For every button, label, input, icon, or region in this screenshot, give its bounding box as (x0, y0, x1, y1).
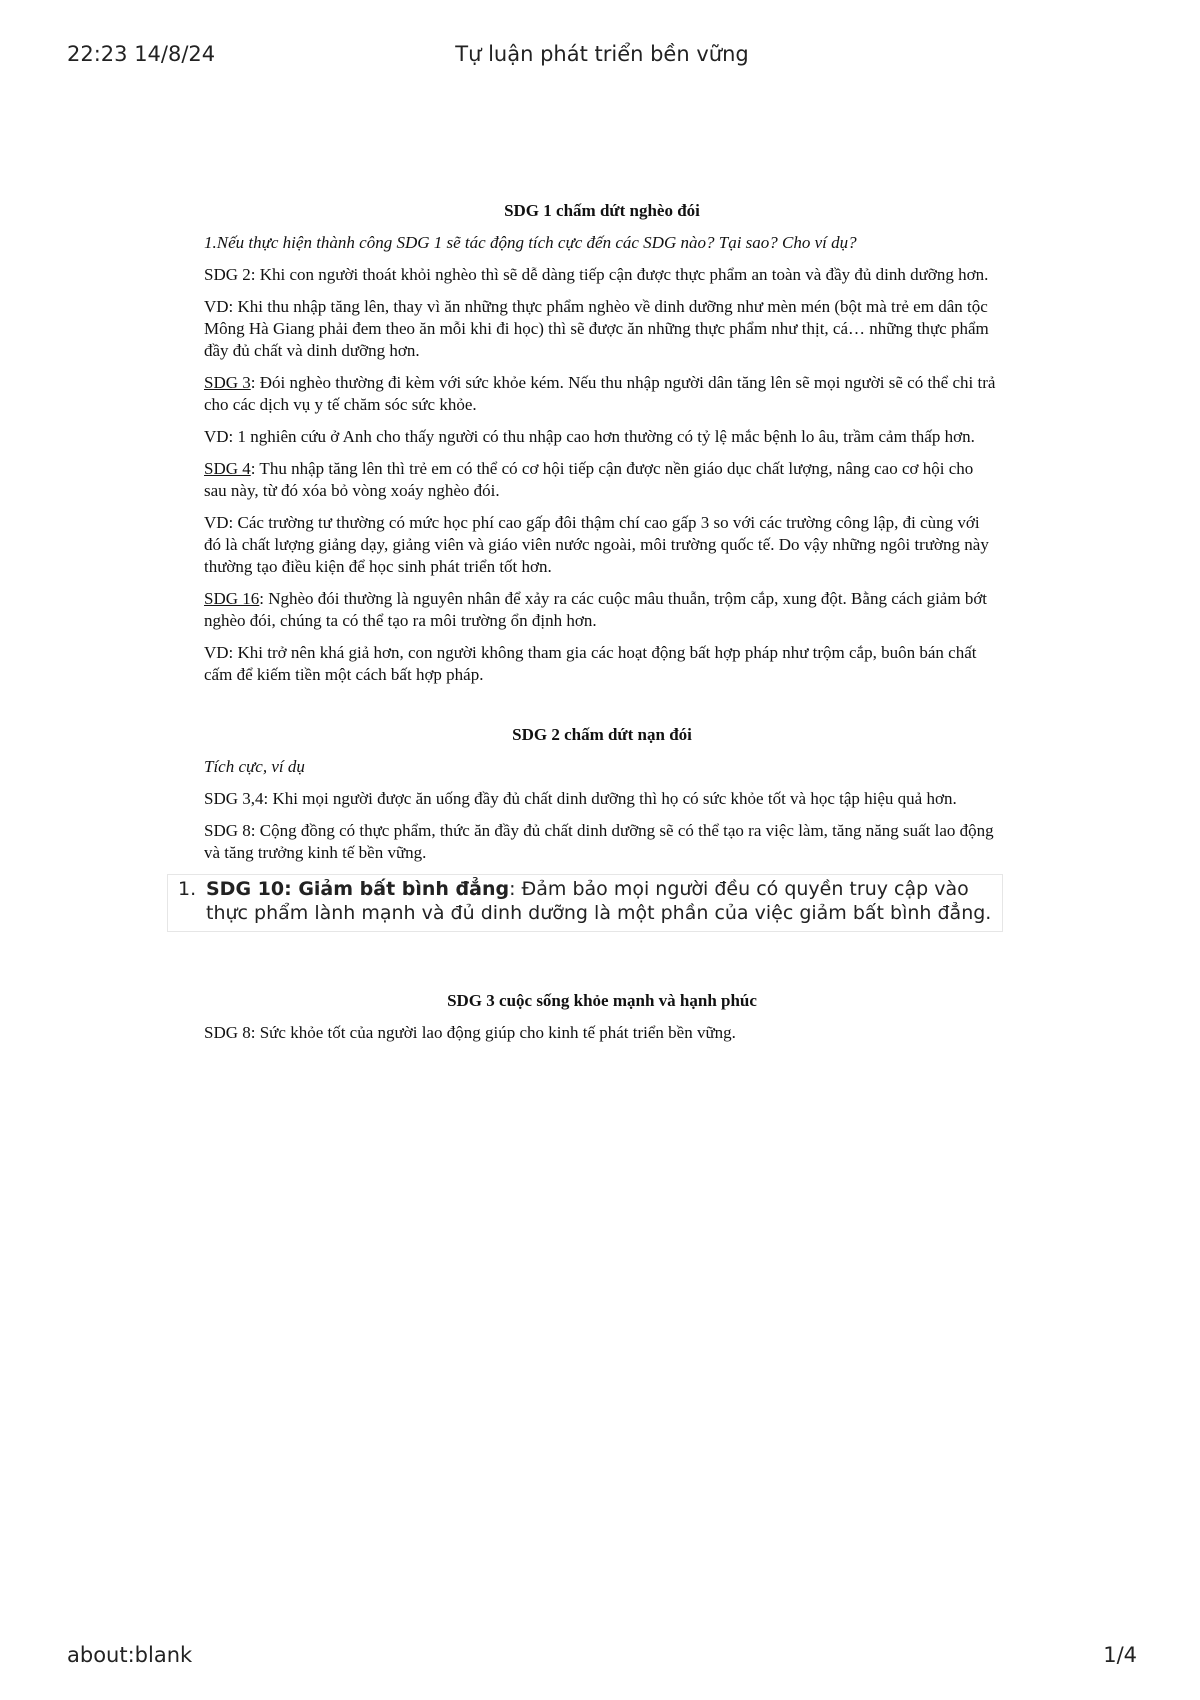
spacer (204, 932, 1000, 990)
print-header (67, 42, 1137, 72)
section-title: SDG 2 chấm dứt nạn đói (512, 725, 692, 744)
paragraph (204, 372, 1000, 416)
section-sdg3 (204, 990, 1000, 1044)
page-number: 1/4 (1103, 1643, 1137, 1667)
print-document-title: Tự luận phát triển bền vững (455, 42, 749, 66)
paragraph (204, 588, 1000, 632)
section-sdg2 (178, 724, 1000, 932)
print-url: about:blank (67, 1643, 193, 1667)
paragraph: SDG 8: Cộng đồng có thực phẩm, thức ăn đầy đủ chất dinh dưỡng sẽ có thể tạo ra việc làm, tăng năng suất lao động và tăng trưởng kinh tế bền vững. (204, 821, 994, 862)
numbered-list-item (167, 874, 1003, 932)
paragraph: SDG 2: Khi con người thoát khỏi nghèo thì sẽ dễ dàng tiếp cận được thực phẩm an toàn và đầy đủ dinh dưỡng hơn. (204, 265, 989, 284)
paragraph-text: : Nghèo đói thường là nguyên nhân để xảy ra các cuộc mâu thuẫn, trộm cắp, xung đột. Bằng cách giảm bớt nghèo đói, chúng ta có thể tạo ra môi trường ổn định hơn. (204, 589, 988, 630)
paragraph-text: : Thu nhập tăng lên thì trẻ em có thể có cơ hội tiếp cận được nền giáo dục chất lượng, nâng cao cơ hội cho sau này, từ đó xóa bỏ vòng xoáy nghèo đói. (204, 459, 974, 500)
print-datetime: 22:23 14/8/24 (67, 42, 216, 66)
sdg-label: SDG 4 (204, 459, 251, 478)
paragraph (204, 458, 1000, 502)
paragraph: VD: Các trường tư thường có mức học phí cao gấp đôi thậm chí cao gấp 3 so với các trường công lập, đi cùng với đó là chất lượng giảng dạy, giảng viên và giáo viên nước ngoài, môi trường quốc tế. Do vậy những ngôi trường này thường tạo điều kiện để học sinh phát triển tốt hơn. (204, 513, 989, 576)
document-body (178, 200, 1000, 1054)
section-subtitle: Tích cực, ví dụ (204, 757, 305, 776)
section-title: SDG 3 cuộc sống khỏe mạnh và hạnh phúc (447, 991, 757, 1010)
list-item-heading: SDG 10: Giảm bất bình đẳng (206, 878, 510, 900)
spacer (204, 696, 1000, 724)
section-title: SDG 1 chấm dứt nghèo đói (504, 201, 700, 220)
paragraph: SDG 8: Sức khỏe tốt của người lao động giúp cho kinh tế phát triển bền vững. (204, 1023, 736, 1042)
sdg-label: SDG 16 (204, 589, 260, 608)
paragraph-text: : Đói nghèo thường đi kèm với sức khỏe kém. Nếu thu nhập người dân tăng lên sẽ mọi người sẽ có thể chi trả cho các dịch vụ y tế chăm sóc sức khỏe. (204, 373, 996, 414)
question-text: 1.Nếu thực hiện thành công SDG 1 sẽ tác động tích cực đến các SDG nào? Tại sao? Cho ví dụ? (204, 233, 857, 252)
paragraph: VD: Khi trở nên khá giả hơn, con người không tham gia các hoạt động bất hợp pháp như trộm cắp, buôn bán chất cấm để kiếm tiền một cách bất hợp pháp. (204, 643, 977, 684)
print-footer (67, 1643, 1137, 1673)
sdg-label: SDG 3 (204, 373, 251, 392)
paragraph: VD: Khi thu nhập tăng lên, thay vì ăn những thực phẩm nghèo về dinh dưỡng như mèn mén (bột mà trẻ em dân tộc Mông Hà Giang phải đem theo ăn mỗi khi đi học) thì sẽ được ăn những thực phẩm như thịt, cá… những thực phẩm đầy đủ chất và dinh dưỡng hơn. (204, 297, 989, 360)
paragraph: SDG 3,4: Khi mọi người được ăn uống đầy đủ chất dinh dưỡng thì họ có sức khỏe tốt và học tập hiệu quả hơn. (204, 789, 957, 808)
list-item-text: : Đảm bảo mọi người đều có quyền truy cập vào thực phẩm lành mạnh và đủ dinh dưỡng là một phần của việc giảm bất bình đẳng. (206, 878, 992, 924)
section-sdg1 (204, 200, 1000, 686)
list-number: 1. (178, 878, 197, 900)
paragraph: VD: 1 nghiên cứu ở Anh cho thấy người có thu nhập cao hơn thường có tỷ lệ mắc bệnh lo âu, trầm cảm thấp hơn. (204, 427, 975, 446)
